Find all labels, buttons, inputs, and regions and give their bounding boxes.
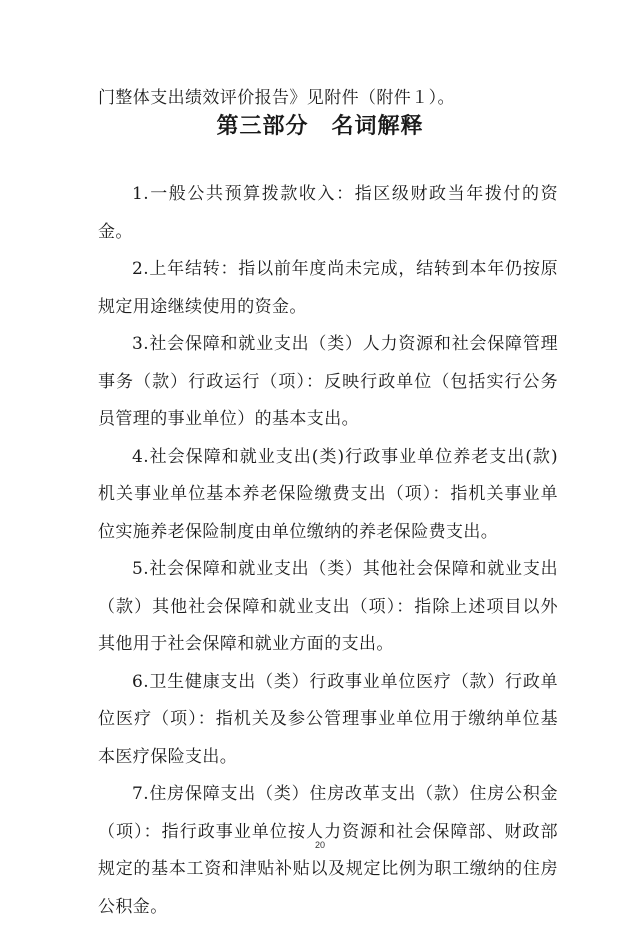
section-title: 第三部分 名词解释: [216, 114, 424, 139]
definition-item-3: 3.社会保障和就业支出（类）人力资源和社会保障管理事务（款）行政运行（项）：反映行政单位（包括实行公务员管理的事业单位）的基本支出。: [98, 334, 558, 429]
definition-item-4: 4.社会保障和就业支出(类)行政事业单位养老支出(款)机关事业单位基本养老保险缴费支出（项）：指机关事业单位实施养老保险制度由单位缴纳的养老保险费支出。: [98, 446, 558, 542]
definitions-list: [98, 176, 558, 926]
definition-item-6: 6.卫生健康支出（类）行政事业单位医疗（款）行政单位医疗（项）：指机关及参公管理事业单位用于缴纳单位基本医疗保险支出。: [98, 671, 558, 767]
page-number: 20: [314, 840, 325, 850]
definition-item-7: 7.住房保障支出（类）住房改革支出（款）住房公积金（项）：指行政事业单位按人力资源和社会保障部、财政部规定的基本工资和津贴补贴以及规定比例为职工缴纳的住房公积金。: [98, 784, 558, 917]
definition-item-2: 2.上年结转：指以前年度尚未完成，结转到本年仍按原规定用途继续使用的资金。: [98, 259, 558, 317]
definition-item-5: 5.社会保障和就业支出（类）其他社会保障和就业支出（款）其他社会保障和就业支出（项）：指除上述项目以外其他用于社会保障和就业方面的支出。: [98, 559, 558, 654]
continuation-paragraph: 门整体支出绩效评价报告》见附件（附件１）。: [98, 88, 455, 108]
definition-item-1: 1.一般公共预算拨款收入：指区级财政当年拨付的资金。: [98, 184, 558, 242]
